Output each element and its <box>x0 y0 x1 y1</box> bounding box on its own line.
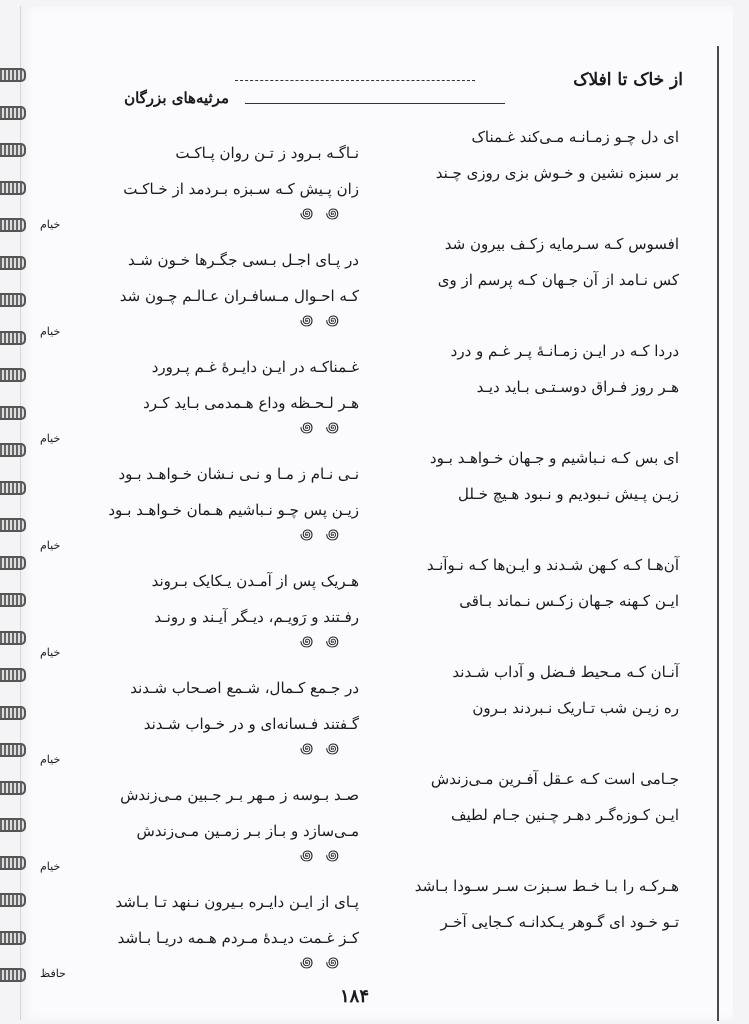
poet-attribution: خیام <box>40 753 61 766</box>
verse-left-line: غـمناکـه در ایـن دایـرهٔ غـم پـرورد <box>151 358 359 376</box>
spiral-ring <box>0 818 26 832</box>
stanza-separator: ꩜ ꩜ <box>300 741 344 757</box>
verse-left-line: هـریک پس از آمـدن یـکایک بـروند <box>151 572 359 590</box>
verse-right-line: ره زیـن شب تـاریک نـبردند بـرون <box>472 699 679 717</box>
spiral-ring <box>0 931 26 945</box>
verse-left-line: مـی‌سازد و بـاز بـر زمـین مـی‌زندش <box>136 822 359 840</box>
stanza-separator: ꩜ ꩜ <box>300 848 344 864</box>
stanza-separator: ꩜ ꩜ <box>300 955 344 971</box>
poet-attribution: حافظ <box>40 967 66 980</box>
page-edge-line <box>717 46 719 1021</box>
verse-right-line: ایـن کـهنه جـهان زکـس نـماند بـاقی <box>459 592 679 610</box>
verse-right-line: افسوس کـه سـرمایه زکـف بیرون شد <box>444 235 679 253</box>
poet-attribution: خیام <box>40 646 61 659</box>
verse-left-line: نـی نـام ز مـا و نـی نـشان خـواهـد بـود <box>118 465 359 483</box>
verse-right-line: تـو خـود ای گـوهر یـکدانـه کـجایی آخـر <box>440 913 679 931</box>
verse-left-line: در پـای اجـل بـسی جگـرها خـون شـد <box>127 251 359 269</box>
book-title: از خاک تا افلاک <box>573 70 683 90</box>
spiral-ring <box>0 406 26 420</box>
verse-left-line: در جـمع کـمال، شـمع اصـحاب شـدند <box>130 679 359 697</box>
verse-right-line: آن‌هـا کـه کـهن شـدند و ایـن‌ها کـه نـو‌آنـد <box>426 556 679 574</box>
verse-left-line: زان پـیش کـه سـبزه بـردمد از خـاکـت <box>123 180 359 198</box>
spiral-ring <box>0 331 26 345</box>
poet-attribution: خیام <box>40 325 61 338</box>
spiral-ring <box>0 893 26 907</box>
spiral-ring <box>0 256 26 270</box>
poet-attribution: خیام <box>40 860 61 873</box>
verse-right-line: هـرکـه را بـا خـط سـبزت سـر سـودا بـاشد <box>414 877 679 895</box>
spiral-ring <box>0 143 26 157</box>
poet-attribution: خیام <box>40 218 61 231</box>
stanza-separator: ꩜ ꩜ <box>300 313 344 329</box>
spiral-ring <box>0 181 26 195</box>
verse-right-line: هـر روز فـراق دوسـتـی بـاید دیـد <box>476 378 679 396</box>
spiral-ring <box>0 743 26 757</box>
spiral-ring <box>0 968 26 982</box>
stanza-separator: ꩜ ꩜ <box>300 420 344 436</box>
verse-right-line: ایـن کـوزه‌گـر دهـر چـنین جـام لطیف <box>450 806 679 824</box>
spiral-ring <box>0 556 26 570</box>
verse-left-line: پـای از ایـن دایـره بـیرون نـنهد تـا بـاشد <box>115 893 359 911</box>
spiral-ring <box>0 481 26 495</box>
poet-attribution: خیام <box>40 432 61 445</box>
spiral-ring <box>0 106 26 120</box>
poet-attribution: خیام <box>40 539 61 552</box>
verse-right-line: جـامی است کـه عـقل آفـرین مـی‌زندش <box>430 770 679 788</box>
verse-right-line: کس نـامد از آن جـهان کـه پرسم از وی <box>437 271 679 289</box>
spiral-ring <box>0 218 26 232</box>
section-title: مرثیه‌های بزرگان <box>124 89 229 107</box>
section-divider <box>245 103 505 104</box>
page-number: ۱۸۴ <box>340 986 370 1007</box>
verse-left-line: کـه احـوال مـسافـران عـالـم چـون شد <box>119 287 359 305</box>
header-divider <box>235 80 475 81</box>
verse-left-line: گـفتند فـسانه‌ای و در خـواب شـدند <box>143 715 359 733</box>
verse-right-line: دردا کـه در ایـن زمـانـهٔ پـر غـم و درد <box>450 342 679 360</box>
spiral-ring <box>0 443 26 457</box>
stanza-separator: ꩜ ꩜ <box>300 634 344 650</box>
verse-left-line: نـاگـه بـرود ز تـن روان پـاکـت <box>175 144 359 162</box>
spiral-ring <box>0 856 26 870</box>
verse-right-line: بر سبزه نشین و خـوش بزی روزی چـند <box>435 164 679 182</box>
spiral-ring <box>0 631 26 645</box>
verse-right-line: آنـان کـه مـحیط فـضل و آداب شـدند <box>452 663 679 681</box>
verse-left-line: هـر لـحـظه وداع هـمدمی بـاید کـرد <box>143 394 359 412</box>
spiral-ring <box>0 781 26 795</box>
verse-right-line: ای دل چـو زمـانـه مـی‌کند غـمناک <box>471 128 679 146</box>
verse-left-line: کـز غـمت دیـدهٔ مـردم هـمه دریـا بـاشد <box>117 929 359 947</box>
verse-left-line: صـد بـوسه ز مـهر بـر جـبین مـی‌زندش <box>120 786 359 804</box>
spiral-ring <box>0 593 26 607</box>
verse-right-line: ای بس کـه نـباشیم و جـهان خـواهـد بـود <box>429 449 679 467</box>
spiral-ring <box>0 293 26 307</box>
stanza-separator: ꩜ ꩜ <box>300 206 344 222</box>
spiral-ring <box>0 368 26 382</box>
stanza-separator: ꩜ ꩜ <box>300 527 344 543</box>
spiral-ring <box>0 706 26 720</box>
verse-left-line: زیـن پس چـو نـباشیم هـمان خـواهـد بـود <box>108 501 359 519</box>
spiral-ring <box>0 68 26 82</box>
verse-right-line: زیـن پـیش نـبودیم و نـبود هـیچ خـلل <box>457 485 679 503</box>
verse-left-line: رفـتند و رَویـم، دیـگر آیـند و رونـد <box>154 608 359 626</box>
spiral-ring <box>0 518 26 532</box>
spiral-ring <box>0 668 26 682</box>
